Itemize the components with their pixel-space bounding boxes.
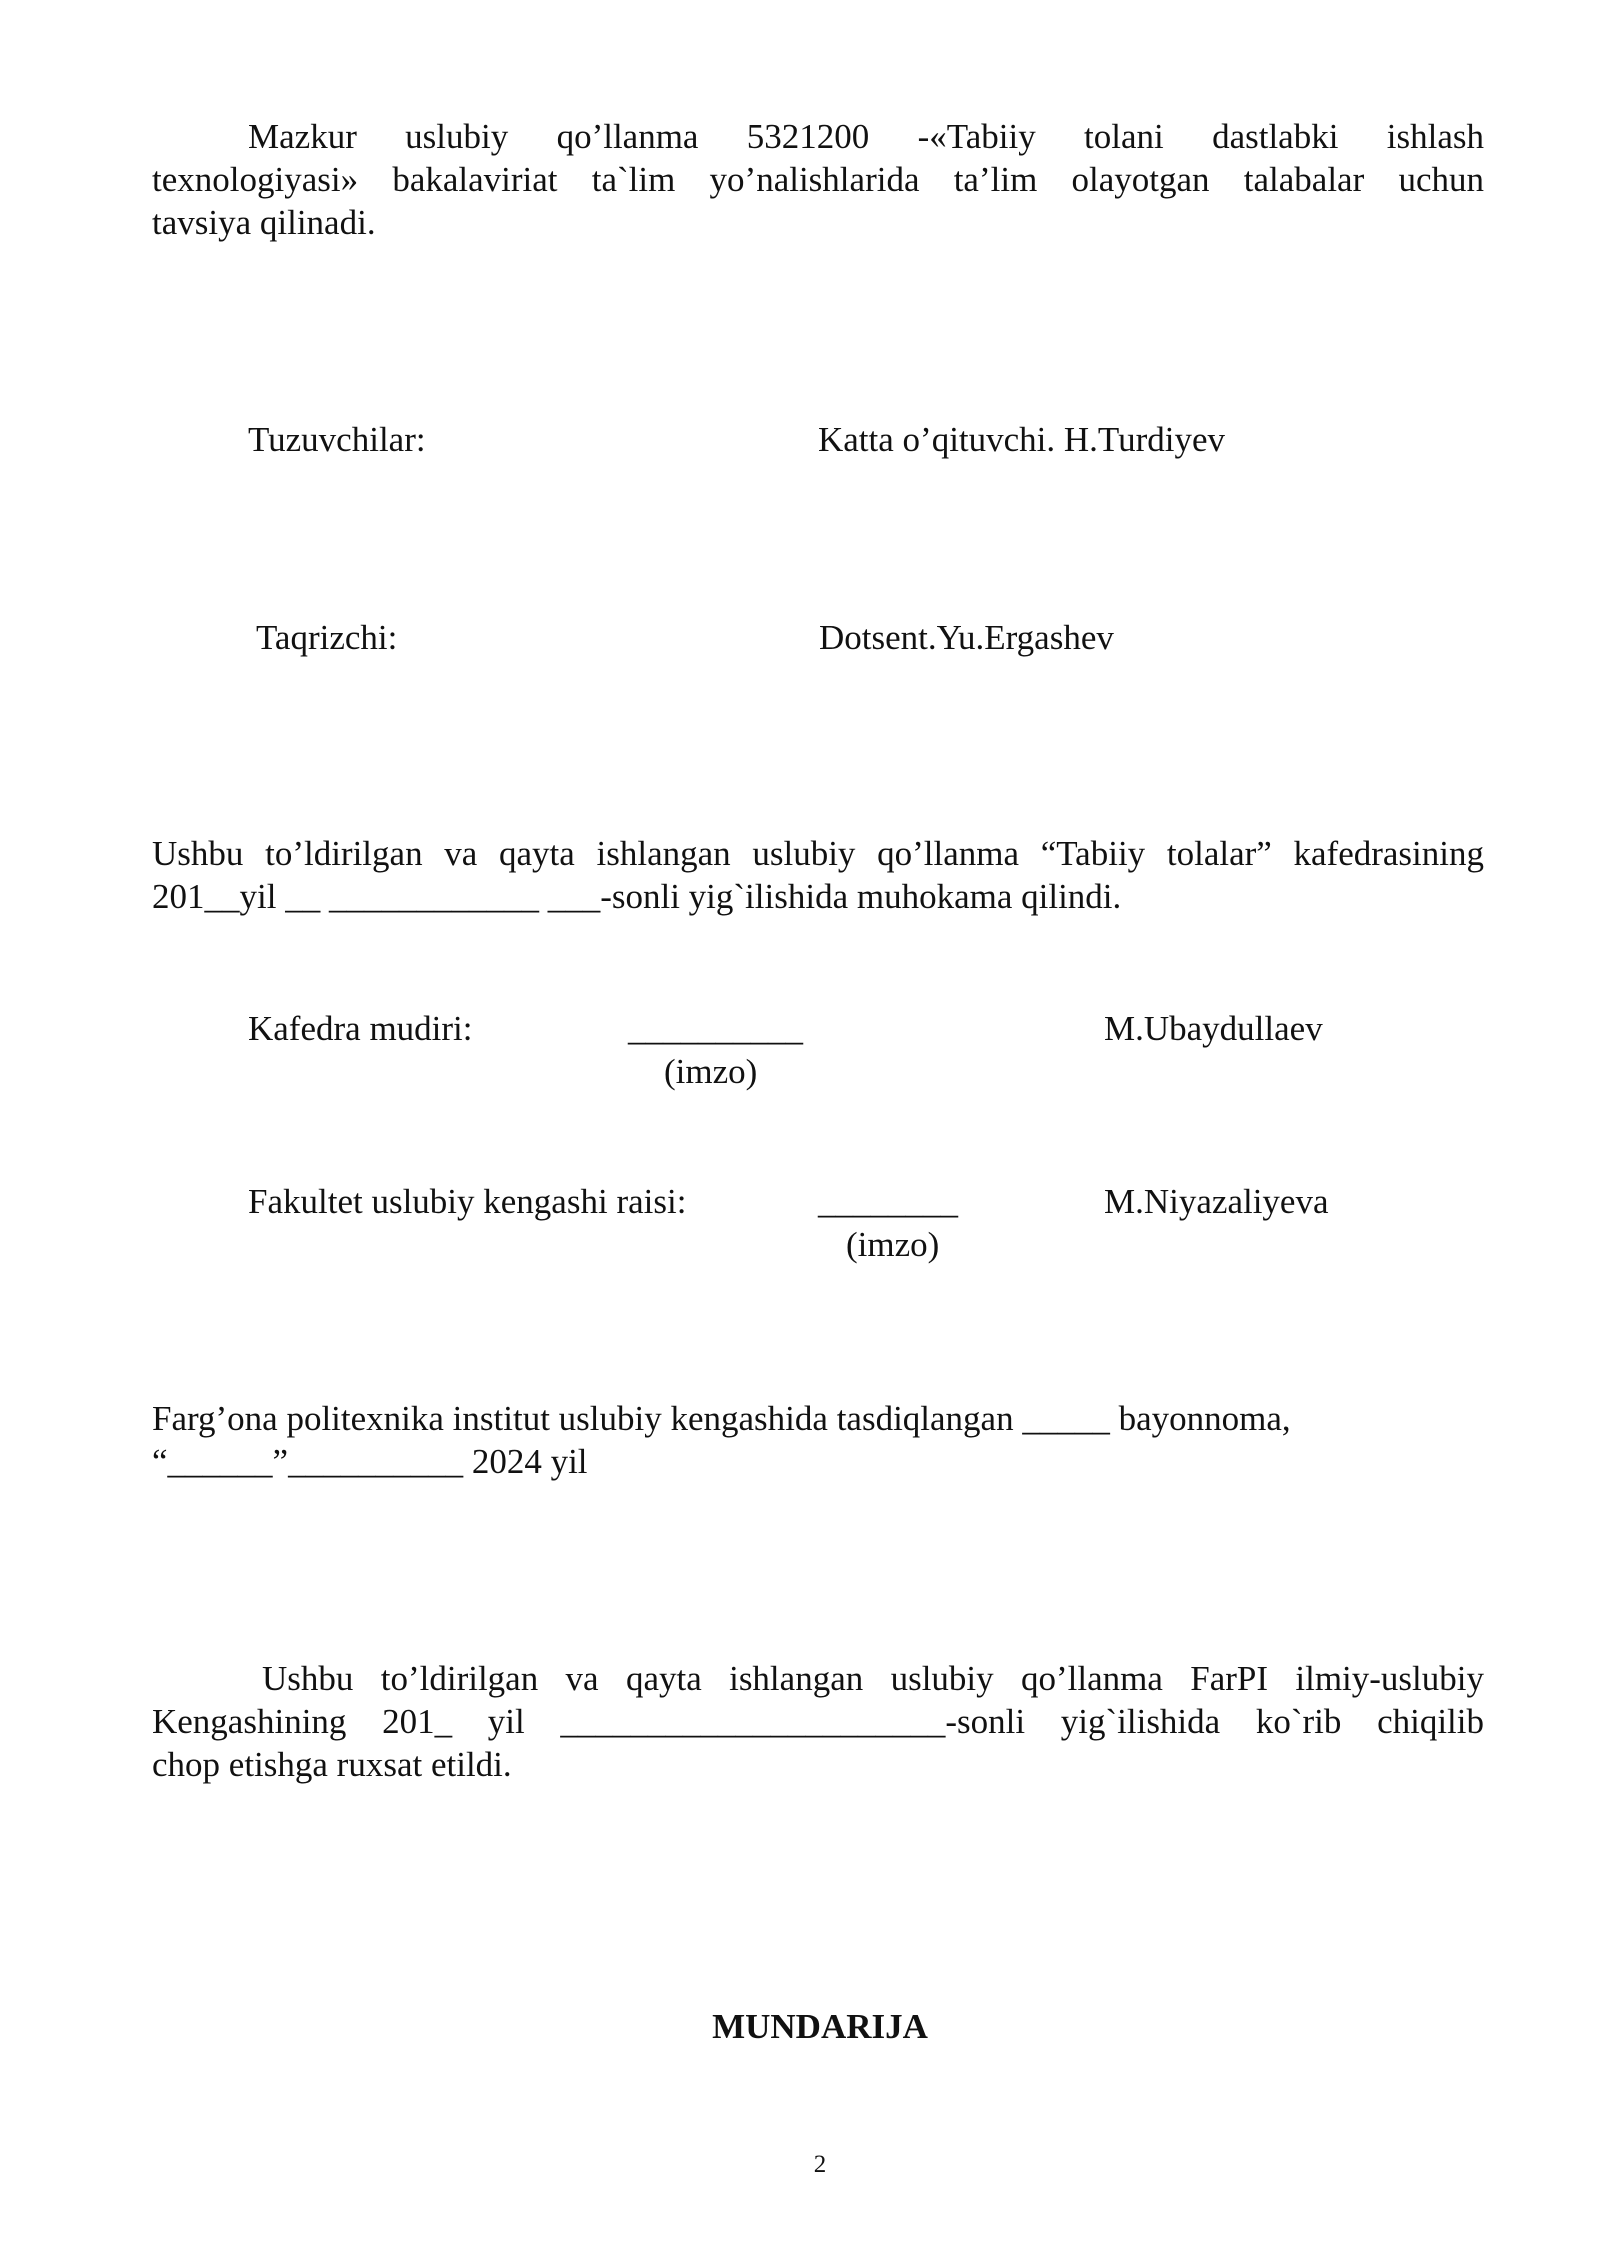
publication-permission-paragraph: [152, 1657, 1484, 1786]
department-discussion-line-2: 201__yil __ ____________ ___-sonli yig`ilishida muhokama qilindi.: [152, 877, 1122, 916]
faculty-council-signature-line: ________: [818, 1182, 958, 1221]
institute-approval-line-2: “______”__________ 2024 yil: [152, 1442, 588, 1481]
faculty-council-label: Fakultet uslubiy kengashi raisi:: [248, 1182, 687, 1221]
publication-permission-line-1: Ushbu to’ldirilgan va qayta ishlangan uslubiy qo’llanma FarPI ilmiy-uslubiy: [262, 1659, 1484, 1698]
publication-permission-line-3: chop etishga ruxsat etildi.: [152, 1745, 512, 1784]
intro-line-3: tavsiya qilinadi.: [152, 203, 376, 242]
head-of-department-label: Kafedra mudiri:: [248, 1009, 473, 1048]
reviewer-label: Taqrizchi:: [256, 618, 398, 657]
head-of-department-signature-line: __________: [628, 1009, 803, 1048]
intro-paragraph: [152, 115, 1484, 244]
authors-label: Tuzuvchilar:: [248, 420, 426, 459]
faculty-council-signature-caption: (imzo): [846, 1225, 940, 1264]
institute-approval-paragraph: [152, 1397, 1484, 1483]
head-of-department-signature-caption: (imzo): [664, 1052, 758, 1091]
faculty-council-name: M.Niyazaliyeva: [1104, 1182, 1329, 1221]
contents-heading: MUNDARIJA: [712, 2007, 928, 2046]
department-discussion-line-1: Ushbu to’ldirilgan va qayta ishlangan uslubiy qo’llanma “Tabiiy tolalar” kafedrasining: [152, 834, 1484, 873]
reviewer-value: Dotsent.Yu.Ergashev: [819, 618, 1114, 657]
institute-approval-line-1: Farg’ona politexnika institut uslubiy kengashida tasdiqlangan _____ bayonnoma,: [152, 1399, 1291, 1438]
publication-permission-line-2: Kengashining 201_ yil ______________________-sonli yig`ilishida ko`rib chiqilib: [152, 1702, 1484, 1741]
head-of-department-name: M.Ubaydullaev: [1104, 1009, 1323, 1048]
page-number: 2: [813, 2151, 827, 2178]
authors-value: Katta o’qituvchi. H.Turdiyev: [818, 420, 1225, 459]
intro-line-2: texnologiyasi» bakalaviriat ta`lim yo’nalishlarida ta’lim olayotgan talabalar uchun: [152, 160, 1484, 199]
department-discussion-paragraph: [152, 832, 1484, 918]
intro-line-1: Mazkur uslubiy qo’llanma 5321200 -«Tabiiy tolani dastlabki ishlash: [248, 117, 1484, 156]
